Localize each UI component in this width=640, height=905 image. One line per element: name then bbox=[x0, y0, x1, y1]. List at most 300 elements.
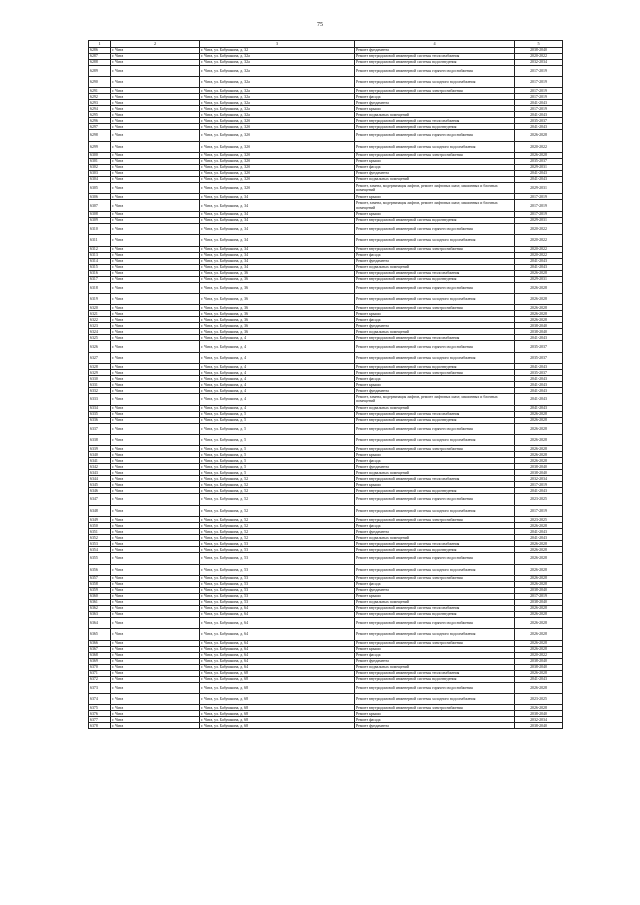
row-municipality: г. Чита bbox=[111, 200, 200, 211]
row-address: г. Чита, ул. Бабушкина, д. 36 bbox=[200, 282, 355, 293]
row-address: г. Чита, ул. Бабушкина, д. 64 bbox=[200, 629, 355, 640]
row-municipality: г. Чита bbox=[111, 658, 200, 664]
table-row bbox=[89, 65, 563, 76]
row-work-type: Ремонт фасада bbox=[355, 376, 515, 382]
row-period: 2026-2028 bbox=[515, 629, 563, 640]
row-number: 6291 bbox=[89, 88, 111, 94]
row-period: 2038-2040 bbox=[515, 323, 563, 329]
table-row bbox=[89, 723, 563, 729]
row-address: г. Чита, ул. Бабушкина, д. 52 bbox=[200, 523, 355, 529]
row-number: 6303 bbox=[89, 171, 111, 177]
row-address: г. Чита, ул. Бабушкина, д. 53 bbox=[200, 564, 355, 575]
row-address: г. Чита, ул. Бабушкина, д. 4 bbox=[200, 341, 355, 352]
row-work-type: Ремонт фундамента bbox=[355, 388, 515, 394]
row-period: 2020-2022 bbox=[515, 652, 563, 658]
row-municipality: г. Чита bbox=[111, 211, 200, 217]
row-period: 2020-2022 bbox=[515, 53, 563, 59]
header-col-1: 1 bbox=[89, 41, 111, 48]
row-number: 6367 bbox=[89, 646, 111, 652]
row-address: г. Чита, ул. Бабушкина, д. 68 bbox=[200, 682, 355, 693]
row-municipality: г. Чита bbox=[111, 711, 200, 717]
row-municipality: г. Чита bbox=[111, 264, 200, 270]
row-number: 6330 bbox=[89, 376, 111, 382]
row-municipality: г. Чита bbox=[111, 305, 200, 311]
row-address: г. Чита, ул. Бабушкина, д. 68 bbox=[200, 711, 355, 717]
row-period: 2029-2031 bbox=[515, 217, 563, 223]
row-work-type: Ремонт внутридомовой инженерной системы холодного водоснабжения bbox=[355, 629, 515, 640]
row-municipality: г. Чита bbox=[111, 100, 200, 106]
row-number: 6369 bbox=[89, 658, 111, 664]
row-work-type: Ремонт внутридомовой инженерной системы водоотведения bbox=[355, 217, 515, 223]
row-address: г. Чита, ул. Бабушкина, д. 68 bbox=[200, 670, 355, 676]
row-period: 2017-2019 bbox=[515, 94, 563, 100]
row-number: 6292 bbox=[89, 94, 111, 100]
row-number: 6321 bbox=[89, 311, 111, 317]
row-address: г. Чита, ул. Бабушкина, д. 4 bbox=[200, 405, 355, 411]
row-period: 2032-2034 bbox=[515, 476, 563, 482]
row-municipality: г. Чита bbox=[111, 694, 200, 705]
row-address: г. Чита, ул. Бабушкина, д. 64 bbox=[200, 640, 355, 646]
row-address: г. Чита, ул. Бабушкина, д. 4 bbox=[200, 382, 355, 388]
row-work-type: Ремонт фундамента bbox=[355, 100, 515, 106]
table-row bbox=[89, 394, 563, 405]
row-address: г. Чита, ул. Бабушкина, д. 68 bbox=[200, 676, 355, 682]
row-period: 2041-2043 bbox=[515, 124, 563, 130]
row-municipality: г. Чита bbox=[111, 194, 200, 200]
row-period: 2026-2028 bbox=[515, 547, 563, 553]
row-number: 6317 bbox=[89, 276, 111, 282]
row-work-type: Ремонт фасада bbox=[355, 94, 515, 100]
table-row bbox=[89, 223, 563, 234]
row-work-type: Ремонт внутридомовой инженерной системы водоотведения bbox=[355, 124, 515, 130]
row-period: 2026-2028 bbox=[515, 640, 563, 646]
row-number: 6354 bbox=[89, 547, 111, 553]
row-period: 2029-2031 bbox=[515, 276, 563, 282]
header-col-4: 4 bbox=[355, 41, 515, 48]
row-work-type: Ремонт подвальных помещений bbox=[355, 405, 515, 411]
row-address: г. Чита, ул. Бабушкина, д. 34 bbox=[200, 200, 355, 211]
row-period: 2035-2037 bbox=[515, 352, 563, 363]
row-work-type: Ремонт крыши bbox=[355, 311, 515, 317]
program-table bbox=[88, 40, 563, 729]
row-number: 6361 bbox=[89, 599, 111, 605]
row-address: г. Чита, ул. Бабушкина, д. 52 bbox=[200, 482, 355, 488]
row-period: 2026-2028 bbox=[515, 605, 563, 611]
row-work-type: Ремонт крыши bbox=[355, 646, 515, 652]
row-address: г. Чита, ул. Бабушкина, д. 4 bbox=[200, 376, 355, 382]
row-number: 6359 bbox=[89, 587, 111, 593]
header-col-2: 2 bbox=[111, 41, 200, 48]
row-period: 2026-2028 bbox=[515, 417, 563, 423]
row-period: 2020-2022 bbox=[515, 141, 563, 152]
row-work-type: Ремонт крыши bbox=[355, 593, 515, 599]
row-period: 2041-2043 bbox=[515, 177, 563, 183]
row-municipality: г. Чита bbox=[111, 717, 200, 723]
row-municipality: г. Чита bbox=[111, 311, 200, 317]
row-number: 6308 bbox=[89, 211, 111, 217]
row-work-type: Ремонт внутридомовой инженерной системы теплоснабжения bbox=[355, 411, 515, 417]
row-work-type: Ремонт внутридомовой инженерной системы электроснабжения bbox=[355, 517, 515, 523]
row-work-type: Ремонт фасада bbox=[355, 581, 515, 587]
row-period: 2017-2019 bbox=[515, 211, 563, 217]
row-municipality: г. Чита bbox=[111, 581, 200, 587]
row-address: г. Чита, ул. Бабушкина, д. 53 bbox=[200, 599, 355, 605]
row-period: 2041-2043 bbox=[515, 364, 563, 370]
row-address: г. Чита, ул. Бабушкина, д. 52 bbox=[200, 476, 355, 482]
row-address: г. Чита, ул. Бабушкина, д. 36 bbox=[200, 323, 355, 329]
row-address: г. Чита, ул. Бабушкина, д. 32б bbox=[200, 159, 355, 165]
row-work-type: Ремонт фундамента bbox=[355, 723, 515, 729]
row-work-type: Ремонт внутридомовой инженерной системы теплоснабжения bbox=[355, 605, 515, 611]
row-municipality: г. Чита bbox=[111, 593, 200, 599]
row-period: 2026-2028 bbox=[515, 670, 563, 676]
row-address: г. Чита, ул. Бабушкина, д. 5 bbox=[200, 411, 355, 417]
row-work-type: Ремонт внутридомовой инженерной системы горячего водоснабжения bbox=[355, 341, 515, 352]
row-period: 2026-2028 bbox=[515, 130, 563, 141]
row-address: г. Чита, ул. Бабушкина, д. 34 bbox=[200, 223, 355, 234]
row-municipality: г. Чита bbox=[111, 476, 200, 482]
header-col-3: 3 bbox=[200, 41, 355, 48]
row-address: г. Чита, ул. Бабушкина, д. 32а bbox=[200, 76, 355, 87]
row-municipality: г. Чита bbox=[111, 517, 200, 523]
row-period: 2026-2028 bbox=[515, 423, 563, 434]
row-municipality: г. Чита bbox=[111, 587, 200, 593]
row-work-type: Ремонт подвальных помещений bbox=[355, 535, 515, 541]
row-address: г. Чита, ул. Бабушкина, д. 52 bbox=[200, 535, 355, 541]
row-period: 2026-2028 bbox=[515, 282, 563, 293]
row-address: г. Чита, ул. Бабушкина, д. 36 bbox=[200, 305, 355, 311]
row-period: 2029-2031 bbox=[515, 183, 563, 194]
row-number: 6331 bbox=[89, 382, 111, 388]
row-municipality: г. Чита bbox=[111, 258, 200, 264]
row-work-type: Ремонт фасада bbox=[355, 317, 515, 323]
row-municipality: г. Чита bbox=[111, 217, 200, 223]
row-number: 6314 bbox=[89, 258, 111, 264]
row-municipality: г. Чита bbox=[111, 159, 200, 165]
row-number: 6327 bbox=[89, 352, 111, 363]
row-municipality: г. Чита bbox=[111, 417, 200, 423]
row-work-type: Ремонт, замена, модернизация лифтов, ремонт лифтовых шахт, машинных и блочных помещений bbox=[355, 200, 515, 211]
table-row bbox=[89, 553, 563, 564]
row-work-type: Ремонт подвальных помещений bbox=[355, 112, 515, 118]
row-number: 6353 bbox=[89, 541, 111, 547]
row-address: г. Чита, ул. Бабушкина, д. 34 bbox=[200, 211, 355, 217]
row-number: 6325 bbox=[89, 335, 111, 341]
row-address: г. Чита, ул. Бабушкина, д. 36 bbox=[200, 270, 355, 276]
row-work-type: Ремонт внутридомовой инженерной системы холодного водоснабжения bbox=[355, 141, 515, 152]
row-period: 2026-2028 bbox=[515, 317, 563, 323]
row-period: 2020-2022 bbox=[515, 235, 563, 246]
row-municipality: г. Чита bbox=[111, 76, 200, 87]
row-work-type: Ремонт внутридомовой инженерной системы водоотведения bbox=[355, 276, 515, 282]
row-address: г. Чита, ул. Бабушкина, д. 32б bbox=[200, 118, 355, 124]
row-municipality: г. Чита bbox=[111, 94, 200, 100]
row-work-type: Ремонт внутридомовой инженерной системы электроснабжения bbox=[355, 246, 515, 252]
row-address: г. Чита, ул. Бабушкина, д. 68 bbox=[200, 694, 355, 705]
row-municipality: г. Чита bbox=[111, 370, 200, 376]
row-period: 2035-2037 bbox=[515, 370, 563, 376]
row-work-type: Ремонт фасада bbox=[355, 652, 515, 658]
row-address: г. Чита, ул. Бабушкина, д. 32а bbox=[200, 53, 355, 59]
row-number: 6343 bbox=[89, 470, 111, 476]
row-work-type: Ремонт внутридомовой инженерной системы водоотведения bbox=[355, 364, 515, 370]
row-municipality: г. Чита bbox=[111, 488, 200, 494]
row-period: 2026-2028 bbox=[515, 153, 563, 159]
row-municipality: г. Чита bbox=[111, 183, 200, 194]
row-address: г. Чита, ул. Бабушкина, д. 68 bbox=[200, 705, 355, 711]
row-address: г. Чита, ул. Бабушкина, д. 68 bbox=[200, 723, 355, 729]
row-work-type: Ремонт подвальных помещений bbox=[355, 329, 515, 335]
row-period: 2026-2028 bbox=[515, 564, 563, 575]
row-address: г. Чита, ул. Бабушкина, д. 64 bbox=[200, 605, 355, 611]
row-address: г. Чита, ул. Бабушкина, д. 52 bbox=[200, 505, 355, 516]
row-work-type: Ремонт внутридомовой инженерной системы электроснабжения bbox=[355, 370, 515, 376]
row-municipality: г. Чита bbox=[111, 682, 200, 693]
row-work-type: Ремонт внутридомовой инженерной системы холодного водоснабжения bbox=[355, 434, 515, 445]
row-address: г. Чита, ул. Бабушкина, д. 53 bbox=[200, 593, 355, 599]
row-period: 2026-2028 bbox=[515, 294, 563, 305]
row-address: г. Чита, ул. Бабушкина, д. 5 bbox=[200, 434, 355, 445]
row-municipality: г. Чита bbox=[111, 446, 200, 452]
row-municipality: г. Чита bbox=[111, 541, 200, 547]
row-work-type: Ремонт фундамента bbox=[355, 464, 515, 470]
row-number: 6320 bbox=[89, 305, 111, 311]
row-municipality: г. Чита bbox=[111, 564, 200, 575]
row-work-type: Ремонт фундамента bbox=[355, 323, 515, 329]
row-municipality: г. Чита bbox=[111, 130, 200, 141]
row-municipality: г. Чита bbox=[111, 235, 200, 246]
row-municipality: г. Чита bbox=[111, 171, 200, 177]
row-period: 2026-2028 bbox=[515, 575, 563, 581]
row-number: 6344 bbox=[89, 476, 111, 482]
row-address: г. Чита, ул. Бабушкина, д. 36 bbox=[200, 329, 355, 335]
table-row bbox=[89, 130, 563, 141]
row-number: 6377 bbox=[89, 717, 111, 723]
row-period: 2041-2043 bbox=[515, 535, 563, 541]
row-number: 6300 bbox=[89, 153, 111, 159]
table-row bbox=[89, 682, 563, 693]
row-period: 2038-2040 bbox=[515, 658, 563, 664]
row-period: 2038-2040 bbox=[515, 711, 563, 717]
row-address: г. Чита, ул. Бабушкина, д. 36 bbox=[200, 311, 355, 317]
row-period: 2041-2043 bbox=[515, 258, 563, 264]
row-municipality: г. Чита bbox=[111, 605, 200, 611]
row-address: г. Чита, ул. Бабушкина, д. 36 bbox=[200, 276, 355, 282]
row-number: 6295 bbox=[89, 112, 111, 118]
row-work-type: Ремонт фасада bbox=[355, 458, 515, 464]
row-municipality: г. Чита bbox=[111, 317, 200, 323]
row-period: 2026-2028 bbox=[515, 646, 563, 652]
row-address: г. Чита, ул. Бабушкина, д. 64 bbox=[200, 611, 355, 617]
row-number: 6341 bbox=[89, 458, 111, 464]
row-period: 2023-2025 bbox=[515, 517, 563, 523]
row-municipality: г. Чита bbox=[111, 352, 200, 363]
row-number: 6345 bbox=[89, 482, 111, 488]
row-municipality: г. Чита bbox=[111, 329, 200, 335]
row-municipality: г. Чита bbox=[111, 629, 200, 640]
row-period: 2026-2028 bbox=[515, 611, 563, 617]
row-municipality: г. Чита bbox=[111, 617, 200, 628]
row-municipality: г. Чита bbox=[111, 529, 200, 535]
row-work-type: Ремонт фундамента bbox=[355, 171, 515, 177]
row-address: г. Чита, ул. Бабушкина, д. 52 bbox=[200, 529, 355, 535]
row-address: г. Чита, ул. Бабушкина, д. 53 bbox=[200, 541, 355, 547]
row-address: г. Чита, ул. Бабушкина, д. 64 bbox=[200, 617, 355, 628]
row-period: 2041-2043 bbox=[515, 388, 563, 394]
row-number: 6315 bbox=[89, 264, 111, 270]
row-municipality: г. Чита bbox=[111, 59, 200, 65]
row-period: 2032-2034 bbox=[515, 59, 563, 65]
row-work-type: Ремонт внутридомовой инженерной системы горячего водоснабжения bbox=[355, 617, 515, 628]
row-period: 2017-2019 bbox=[515, 200, 563, 211]
row-municipality: г. Чита bbox=[111, 505, 200, 516]
row-period: 2026-2028 bbox=[515, 434, 563, 445]
row-period: 2041-2043 bbox=[515, 171, 563, 177]
row-municipality: г. Чита bbox=[111, 458, 200, 464]
row-municipality: г. Чита bbox=[111, 640, 200, 646]
row-municipality: г. Чита bbox=[111, 388, 200, 394]
row-address: г. Чита, ул. Бабушкина, д. 36 bbox=[200, 317, 355, 323]
row-work-type: Ремонт внутридомовой инженерной системы горячего водоснабжения bbox=[355, 553, 515, 564]
row-work-type: Ремонт фундамента bbox=[355, 658, 515, 664]
row-period: 2029-2031 bbox=[515, 165, 563, 171]
row-municipality: г. Чита bbox=[111, 88, 200, 94]
row-address: г. Чита, ул. Бабушкина, д. 53 bbox=[200, 553, 355, 564]
row-address: г. Чита, ул. Бабушкина, д. 32б bbox=[200, 153, 355, 159]
row-number: 6362 bbox=[89, 605, 111, 611]
row-period: 2017-2019 bbox=[515, 106, 563, 112]
row-period: 2026-2028 bbox=[515, 553, 563, 564]
row-municipality: г. Чита bbox=[111, 553, 200, 564]
row-number: 6356 bbox=[89, 564, 111, 575]
row-address: г. Чита, ул. Бабушкина, д. 4 bbox=[200, 364, 355, 370]
row-period: 2026-2028 bbox=[515, 446, 563, 452]
row-work-type: Ремонт подвальных помещений bbox=[355, 177, 515, 183]
row-address: г. Чита, ул. Бабушкина, д. 34 bbox=[200, 258, 355, 264]
row-address: г. Чита, ул. Бабушкина, д. 32б bbox=[200, 183, 355, 194]
row-municipality: г. Чита bbox=[111, 364, 200, 370]
row-period: 2026-2028 bbox=[515, 411, 563, 417]
row-period: 2026-2028 bbox=[515, 617, 563, 628]
row-address: г. Чита, ул. Бабушкина, д. 32б bbox=[200, 130, 355, 141]
row-number: 6347 bbox=[89, 494, 111, 505]
row-address: г. Чита, ул. Бабушкина, д. 36 bbox=[200, 294, 355, 305]
row-period: 2041-2043 bbox=[515, 112, 563, 118]
row-municipality: г. Чита bbox=[111, 270, 200, 276]
row-number: 6349 bbox=[89, 517, 111, 523]
row-period: 2032-2034 bbox=[515, 717, 563, 723]
row-municipality: г. Чита bbox=[111, 652, 200, 658]
row-municipality: г. Чита bbox=[111, 464, 200, 470]
row-number: 6319 bbox=[89, 294, 111, 305]
row-address: г. Чита, ул. Бабушкина, д. 32а bbox=[200, 106, 355, 112]
row-period: 2026-2028 bbox=[515, 541, 563, 547]
row-work-type: Ремонт крыши bbox=[355, 194, 515, 200]
row-number: 6309 bbox=[89, 217, 111, 223]
row-municipality: г. Чита bbox=[111, 323, 200, 329]
row-number: 6357 bbox=[89, 575, 111, 581]
row-address: г. Чита, ул. Бабушкина, д. 5 bbox=[200, 452, 355, 458]
row-municipality: г. Чита bbox=[111, 470, 200, 476]
row-work-type: Ремонт, замена, модернизация лифтов, ремонт лифтовых шахт, машинных и блочных помещений bbox=[355, 183, 515, 194]
row-address: г. Чита, ул. Бабушкина, д. 34 bbox=[200, 235, 355, 246]
row-work-type: Ремонт внутридомовой инженерной системы теплоснабжения bbox=[355, 270, 515, 276]
row-municipality: г. Чита bbox=[111, 112, 200, 118]
row-municipality: г. Чита bbox=[111, 118, 200, 124]
row-period: 2026-2028 bbox=[515, 682, 563, 693]
row-address: г. Чита, ул. Бабушкина, д. 34 bbox=[200, 252, 355, 258]
table-row bbox=[89, 341, 563, 352]
table-row bbox=[89, 494, 563, 505]
row-address: г. Чита, ул. Бабушкина, д. 4 bbox=[200, 370, 355, 376]
row-work-type: Ремонт крыши bbox=[355, 711, 515, 717]
row-number: 6307 bbox=[89, 200, 111, 211]
row-period: 2026-2028 bbox=[515, 311, 563, 317]
row-period: 2023-2025 bbox=[515, 494, 563, 505]
row-municipality: г. Чита bbox=[111, 47, 200, 53]
row-period: 2026-2028 bbox=[515, 458, 563, 464]
row-work-type: Ремонт подвальных помещений bbox=[355, 664, 515, 670]
table-row bbox=[89, 505, 563, 516]
row-municipality: г. Чита bbox=[111, 405, 200, 411]
table-body bbox=[89, 47, 563, 729]
row-address: г. Чита, ул. Бабушкина, д. 32 bbox=[200, 47, 355, 53]
row-work-type: Ремонт внутридомовой инженерной системы электроснабжения bbox=[355, 446, 515, 452]
row-address: г. Чита, ул. Бабушкина, д. 34 bbox=[200, 246, 355, 252]
row-municipality: г. Чита bbox=[111, 723, 200, 729]
row-address: г. Чита, ул. Бабушкина, д. 52 bbox=[200, 488, 355, 494]
row-number: 6336 bbox=[89, 417, 111, 423]
row-period: 2017-2019 bbox=[515, 194, 563, 200]
row-number: 6366 bbox=[89, 640, 111, 646]
row-work-type: Ремонт внутридомовой инженерной системы электроснабжения bbox=[355, 575, 515, 581]
row-number: 6363 bbox=[89, 611, 111, 617]
row-number: 6378 bbox=[89, 723, 111, 729]
row-number: 6306 bbox=[89, 194, 111, 200]
row-number: 6290 bbox=[89, 76, 111, 87]
row-work-type: Ремонт внутридомовой инженерной системы холодного водоснабжения bbox=[355, 294, 515, 305]
row-municipality: г. Чита bbox=[111, 177, 200, 183]
row-municipality: г. Чита bbox=[111, 153, 200, 159]
row-work-type: Ремонт внутридомовой инженерной системы холодного водоснабжения bbox=[355, 694, 515, 705]
row-address: г. Чита, ул. Бабушкина, д. 4 bbox=[200, 352, 355, 363]
row-municipality: г. Чита bbox=[111, 223, 200, 234]
row-number: 6338 bbox=[89, 434, 111, 445]
row-number: 6298 bbox=[89, 130, 111, 141]
table-row bbox=[89, 235, 563, 246]
row-municipality: г. Чита bbox=[111, 523, 200, 529]
row-municipality: г. Чита bbox=[111, 547, 200, 553]
row-work-type: Ремонт внутридомовой инженерной системы холодного водоснабжения bbox=[355, 235, 515, 246]
row-municipality: г. Чита bbox=[111, 646, 200, 652]
row-address: г. Чита, ул. Бабушкина, д. 32б bbox=[200, 141, 355, 152]
row-period: 2041-2043 bbox=[515, 382, 563, 388]
row-municipality: г. Чита bbox=[111, 452, 200, 458]
row-address: г. Чита, ул. Бабушкина, д. 5 bbox=[200, 470, 355, 476]
row-number: 6323 bbox=[89, 323, 111, 329]
row-work-type: Ремонт фундамента bbox=[355, 587, 515, 593]
row-address: г. Чита, ул. Бабушкина, д. 4 bbox=[200, 394, 355, 405]
row-address: г. Чита, ул. Бабушкина, д. 53 bbox=[200, 547, 355, 553]
row-number: 6326 bbox=[89, 341, 111, 352]
row-period: 2026-2028 bbox=[515, 581, 563, 587]
row-work-type: Ремонт внутридомовой инженерной системы водоотведения bbox=[355, 59, 515, 65]
row-work-type: Ремонт внутридомовой инженерной системы горячего водоснабжения bbox=[355, 682, 515, 693]
row-work-type: Ремонт внутридомовой инженерной системы горячего водоснабжения bbox=[355, 65, 515, 76]
row-municipality: г. Чита bbox=[111, 575, 200, 581]
row-work-type: Ремонт внутридомовой инженерной системы холодного водоснабжения bbox=[355, 352, 515, 363]
row-work-type: Ремонт крыши bbox=[355, 211, 515, 217]
